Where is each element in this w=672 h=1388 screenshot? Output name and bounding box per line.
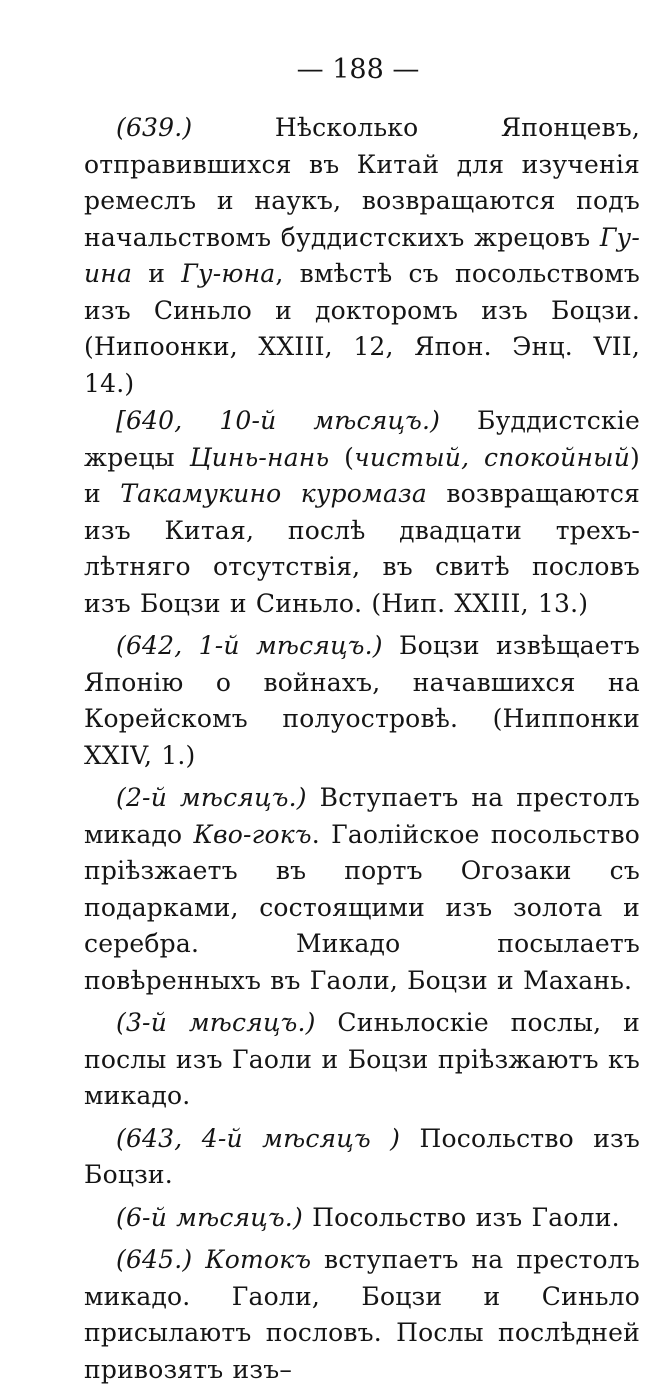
italic-text: [640, 10-й мѣсяцъ.) (116, 406, 478, 435)
paragraph-642a (84, 628, 640, 774)
text-run: Посольство изъ Боцзи. (84, 1123, 640, 1189)
italic-text: (3-й мѣсяцъ.) (116, 1008, 338, 1037)
text-run: ( (329, 442, 355, 472)
italic-text: Цинь-нань (189, 442, 330, 472)
italic-text: (2-й мѣсяцъ.) (116, 783, 320, 812)
italic-text: (643, 4-й мѣсяцъ ) (116, 1123, 420, 1153)
italic-text: Гу-ина (84, 222, 640, 288)
text-run: ) и (84, 442, 640, 508)
text-run: . Гаолійское посольство пріѣзжаетъ въ портъ Огозаки съ подарками, состоящими изъ золота и серебра. Микадо посылаетъ повѣренныхъ въ Гаоли, Боцзи и Махань. (84, 819, 640, 995)
italic-text: Такамукино куромаза (120, 479, 427, 508)
text-run: Боцзи извѣщаетъ Японію о войнахъ, начавшихся на Корейскомъ полуостровѣ. (Ниппонки XXIV, 1.) (84, 631, 640, 770)
italic-text: (639.) (116, 113, 275, 142)
italic-text: Котокъ (205, 1245, 312, 1274)
paragraph-645 (84, 1242, 640, 1388)
italic-text: чистый, спокойный (354, 442, 631, 472)
page-number: — 188 — (296, 54, 420, 85)
text-run: Нѣсколько Японцевъ, отправившихся въ Китай для изученія ремеслъ и наукъ, возвращаются подъ начальствомъ буддистскихъ жрецовъ (84, 113, 640, 252)
italic-text: (642, 1-й мѣсяцъ.) (116, 631, 399, 660)
italic-text: Гу-юна (181, 259, 276, 288)
italic-text: (6-й мѣсяцъ.) (116, 1202, 313, 1232)
paragraph-642c (84, 1005, 640, 1115)
text-run: Посольство изъ Гаоли. (312, 1202, 620, 1232)
text-run: возвращаются изъ Китая, послѣ двадцати трехъ-лѣтняго отсутствія, въ свитѣ пословъ изъ Боцзи и Синьло. (Нип. XXIII, 13.) (84, 479, 640, 618)
text-run: вступаетъ на престолъ микадо. Гаоли, Боцзи и Синьло присылаютъ пословъ. Послы послѣдней привозятъ изъ– (84, 1245, 640, 1384)
paragraph-642b (84, 780, 640, 999)
text-run: , вмѣстѣ съ посольствомъ изъ Синьло и докторомъ изъ Боцзи. (Нипоонки, XXIII, 12, Япон. Энц. VII, 14.) (84, 259, 640, 398)
paragraph-643b (84, 1200, 640, 1237)
text-run: Буддистскіе жрецы (84, 406, 640, 472)
text-run: Синьлоскіе послы, и послы изъ Гаоли и Боцзи пріѣзжаютъ къ микадо. (84, 1008, 640, 1110)
paragraph-643a (84, 1121, 640, 1194)
body-text (84, 110, 640, 1388)
paragraph-639 (84, 110, 640, 402)
italic-text: (645.) (116, 1245, 206, 1274)
italic-text: Кво-гокъ (193, 819, 312, 849)
text-run: Вступаетъ на престолъ микадо (84, 783, 640, 849)
paragraph-640 (84, 403, 640, 622)
text-run: и (132, 259, 182, 288)
